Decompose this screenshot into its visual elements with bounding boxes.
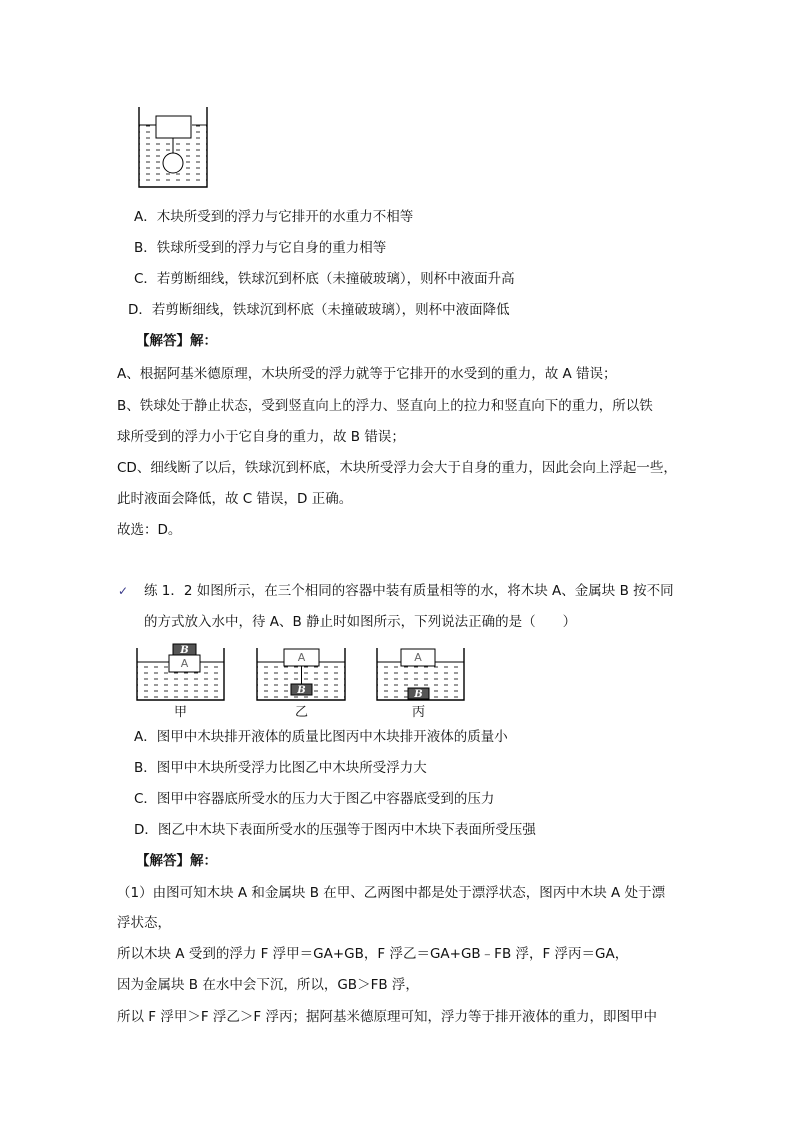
q2-solution-line-3: 所以木块 A 受到的浮力 F 浮甲＝GA+GB，F 浮乙＝GA+GB﹣FB 浮，F 浮丙＝GA， xyxy=(117,946,629,962)
q2-solution-line-4: 因为金属块 B 在水中会下沉，所以，GB＞FB 浮， xyxy=(117,977,419,993)
block-b-yi-label: B xyxy=(297,685,306,696)
block-a-yi-label: A xyxy=(297,651,306,664)
check-mark-icon: ✓ xyxy=(118,584,129,598)
q2-stem-line-2: 的方式放入水中，待 A、B 静止时如图所示，下列说法正确的是（ ） xyxy=(144,614,577,630)
q2-option-a: A．图甲中木块排开液体的质量比图丙中木块排开液体的质量小 xyxy=(134,729,508,745)
q1-option-c: C．若剪断细线，铁球沉到杯底（未撞破玻璃），则杯中液面升高 xyxy=(134,271,515,287)
q2-option-d: D．图乙中木块下表面所受水的压强等于图丙中木块下表面所受压强 xyxy=(134,822,536,838)
q1-option-b: B．铁球所受到的浮力与它自身的重力相等 xyxy=(134,240,387,256)
block-a-bing-label: A xyxy=(414,651,422,664)
q2-solution-line-5: 所以 F 浮甲＞F 浮乙＞F 浮丙；据阿基米德原理可知，浮力等于排开液体的重力，即图甲中 xyxy=(117,1009,657,1025)
q1-option-d: D．若剪断细线，铁球沉到杯底（未撞破玻璃），则杯中液面降低 xyxy=(128,302,510,318)
q2-solution-line-1: （1）由图可知木块 A 和金属块 B 在甲、乙两图中都是处于漂浮状态，图丙中木块 A 处于漂 xyxy=(117,885,666,901)
wood-block xyxy=(156,116,191,138)
q2-solution-line-2: 浮状态， xyxy=(117,915,171,931)
q2-option-b: B．图甲中木块所受浮力比图乙中木块所受浮力大 xyxy=(134,760,427,776)
caption-bing: 丙 xyxy=(412,705,426,720)
figure-1-beaker xyxy=(135,105,215,195)
q1-option-a: A．木块所受到的浮力与它排开的水重力不相等 xyxy=(134,209,414,225)
iron-ball xyxy=(163,153,183,173)
q2-answer-header: 【解答】解： xyxy=(136,853,217,869)
q1-solution-line-1: A、根据阿基米德原理，木块所受的浮力就等于它排开的水受到的重力，故 A 错误； xyxy=(117,366,617,382)
block-b-bing-label: B xyxy=(414,689,423,700)
q1-solution-line-2: B、铁球处于静止状态，受到竖直向上的浮力、竖直向上的拉力和竖直向下的重力，所以铁 xyxy=(117,398,653,414)
caption-jia: 甲 xyxy=(174,705,188,720)
q2-stem-line-1: 练 1．2 如图所示，在三个相同的容器中装有质量相等的水，将木块 A、金属块 B 按不同 xyxy=(144,583,674,599)
block-b-jia-label: B xyxy=(180,645,189,656)
q1-solution-line-3: 球所受到的浮力小于它自身的重力，故 B 错误； xyxy=(117,429,405,445)
caption-yi: 乙 xyxy=(295,705,309,720)
q2-option-c: C．图甲中容器底所受水的压力大于图乙中容器底受到的压力 xyxy=(134,791,495,807)
q1-solution-line-5: 此时液面会降低，故 C 错误，D 正确。 xyxy=(117,491,353,507)
container-bing xyxy=(377,648,464,700)
q1-solution-line-6: 故选：D。 xyxy=(117,522,182,538)
block-a-jia-label: A xyxy=(180,657,189,670)
q1-answer-header: 【解答】解： xyxy=(136,333,217,349)
q1-solution-line-4: CD、细线断了以后，铁球沉到杯底，木块所受浮力会大于自身的重力，因此会向上浮起一些， xyxy=(117,460,677,476)
container-jia xyxy=(137,644,224,700)
container-yi xyxy=(257,648,345,700)
